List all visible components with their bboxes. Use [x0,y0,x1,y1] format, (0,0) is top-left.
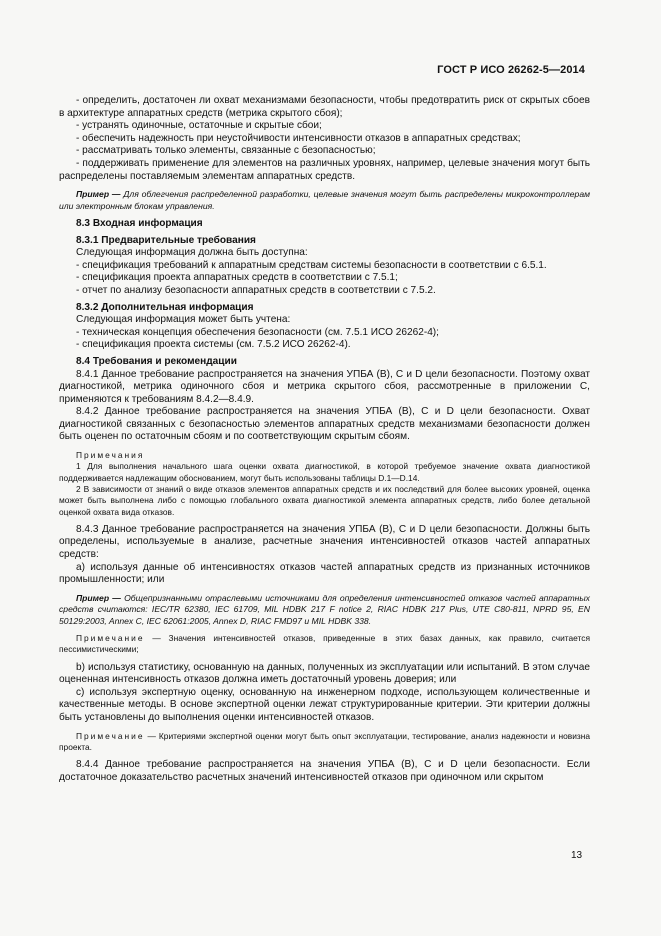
page-number: 13 [571,850,583,861]
example-text: Общепризнанными отраслевыми источниками для определения интенсивностей отказов частей аппаратных средств считаются: IEC/TR 62380, IEC 61709, MIL HDBK 217 F notice 2, RIAC HDBK 217 Plus, UTE C80-811, NPRD 95, EN 50129:2003, Annex C, IEC 62061:2005, Annex D, RIAC FMD97 и MIL HDBK 338. [59,592,590,626]
note-1: 1 Для выполнения начального шага оценки охвата диагностикой, в которой требуемое значение охвата диагностикой поддерживается надлежащим обоснованием, могут быть использованы таблицы D.1—D.14. [59,461,590,483]
note-label: Примечание [76,730,145,741]
note-4 [59,731,590,754]
note-3 [59,633,590,656]
paragraph: Следующая информация должна быть доступна: [76,247,308,259]
bullet-paragraph: - устранять одиночные, остаточные и скрытые сбои; [76,120,322,132]
clause-8-4-1: 8.4.1 Данное требование распространяется на значения УПБА (B), C и D цели безопасности. Поэтому охват диагностикой, метрика одиночного сбоя и метрика скрытого сбоя, рассмотренные в приложении С, применяются к требованиям 8.4.2—8.4.9. [59,368,590,405]
list-item-b: b) используя статистику, основанную на данных, полученных из эксплуатации или испытаний. В этом случае оцененная интенсивность отказов должна иметь достаточный уровень доверия; или [59,661,590,686]
section-heading-8-3-2: 8.3.2 Дополнительная информация [76,301,254,313]
example-text: Для облегчения распределенной разработки, целевые значения могут быть распределены микроконтроллерам или электронным блокам управления. [59,189,590,211]
bullet-paragraph: - рассматривать только элементы, связанные с безопасностью; [76,145,376,157]
bullet-paragraph: - спецификация проекта аппаратных средств в соответствии с 7.5.1; [76,272,398,284]
list-item-c: с) используя экспертную оценку, основанную на инженерном подходе, использующем количественные и качественные методы. В основе экспертной оценки лежат структурированные критерии. Эти критерии должны быть установлены до выполнения оценки интенсивностей отказов. [59,686,590,723]
section-heading-8-3: 8.3 Входная информация [76,217,203,229]
bullet-paragraph: - поддерживать применение для элементов на различных уровнях, например, целевые значения могут быть распределены поставляемым элементам аппаратных средств. [59,157,590,182]
bullet-paragraph: - спецификация требований к аппаратным средствам системы безопасности в соответствии с 6.5.1. [76,259,547,271]
bullet-paragraph: - отчет по анализу безопасности аппаратных средств в соответствии с 7.5.2. [76,284,436,296]
section-heading-8-4: 8.4 Требования и рекомендации [76,355,237,367]
note-text: — Значения интенсивностей отказов, приведенные в этих базах данных, как правило, считается пессимистическими; [59,633,590,655]
list-item-a: а) используя данные об интенсивностях отказов частей аппаратных средств из признанных источников промышленности; или [59,561,590,586]
paragraph: Следующая информация может быть учтена: [76,314,291,326]
bullet-paragraph: - определить, достаточен ли охват механизмами безопасности, чтобы предотвратить риск от скрытых сбоев в архитектуре аппаратных средств (метрика скрытого сбоя); [59,95,590,119]
bullet-paragraph: - спецификация проекта системы (см. 7.5.2 ИСО 26262-4). [76,339,351,351]
clause-8-4-3: 8.4.3 Данное требование распространяется на значения УПБА (B), C и D цели безопасности. Должны быть определены, используемые в анализе, расчетные значения интенсивностей отказов частей аппаратных средств: [59,523,590,561]
note-2: 2 В зависимости от знаний о виде отказов элементов аппаратных средств и их последствий для более высоких уровней, оценка может быть выполнена либо с помощью глобального охвата диагностикой элемента аппаратных средств, либо более детальной оценкой охвата вида отказов. [59,483,590,517]
document-body [59,95,590,784]
section-heading-8-3-1: 8.3.1 Предварительные требования [76,234,256,246]
clause-8-4-2: 8.4.2 Данное требование распространяется на значения УПБА (B), C и D цели безопасности. Охват диагностикой связанных с безопасностью элементов аппаратных средств механизмами безопасности должен быть оценен по остаточным сбоям и по соответствующим скрытым сбоям. [59,406,590,443]
example-block [59,593,590,627]
document-header: ГОСТ Р ИСО 26262-5—2014 [437,64,585,76]
note-text: — Критериями экспертной оценки могут быть опыт эксплуатации, тестирование, анализ надежности и новизна проекта. [59,730,590,752]
bullet-paragraph: - техническая концепция обеспечения безопасности (см. 7.5.1 ИСО 26262-4); [76,326,439,338]
notes-title: Примечания [76,450,145,461]
example-block [59,189,590,212]
clause-8-4-4: 8.4.4 Данное требование распространяется на значения УПБА (B), C и D цели безопасности. Если достаточное доказательство расчетных значений интенсивностей отказов при одиночном или скрытом [59,759,590,783]
bullet-paragraph: - обеспечить надежность при неустойчивости интенсивности отказов в аппаратных средствах; [76,132,521,144]
notes-block [59,450,590,518]
note-label: Примечание [76,633,145,644]
example-label: Пример — [76,592,121,603]
example-label: Пример — [76,189,121,200]
